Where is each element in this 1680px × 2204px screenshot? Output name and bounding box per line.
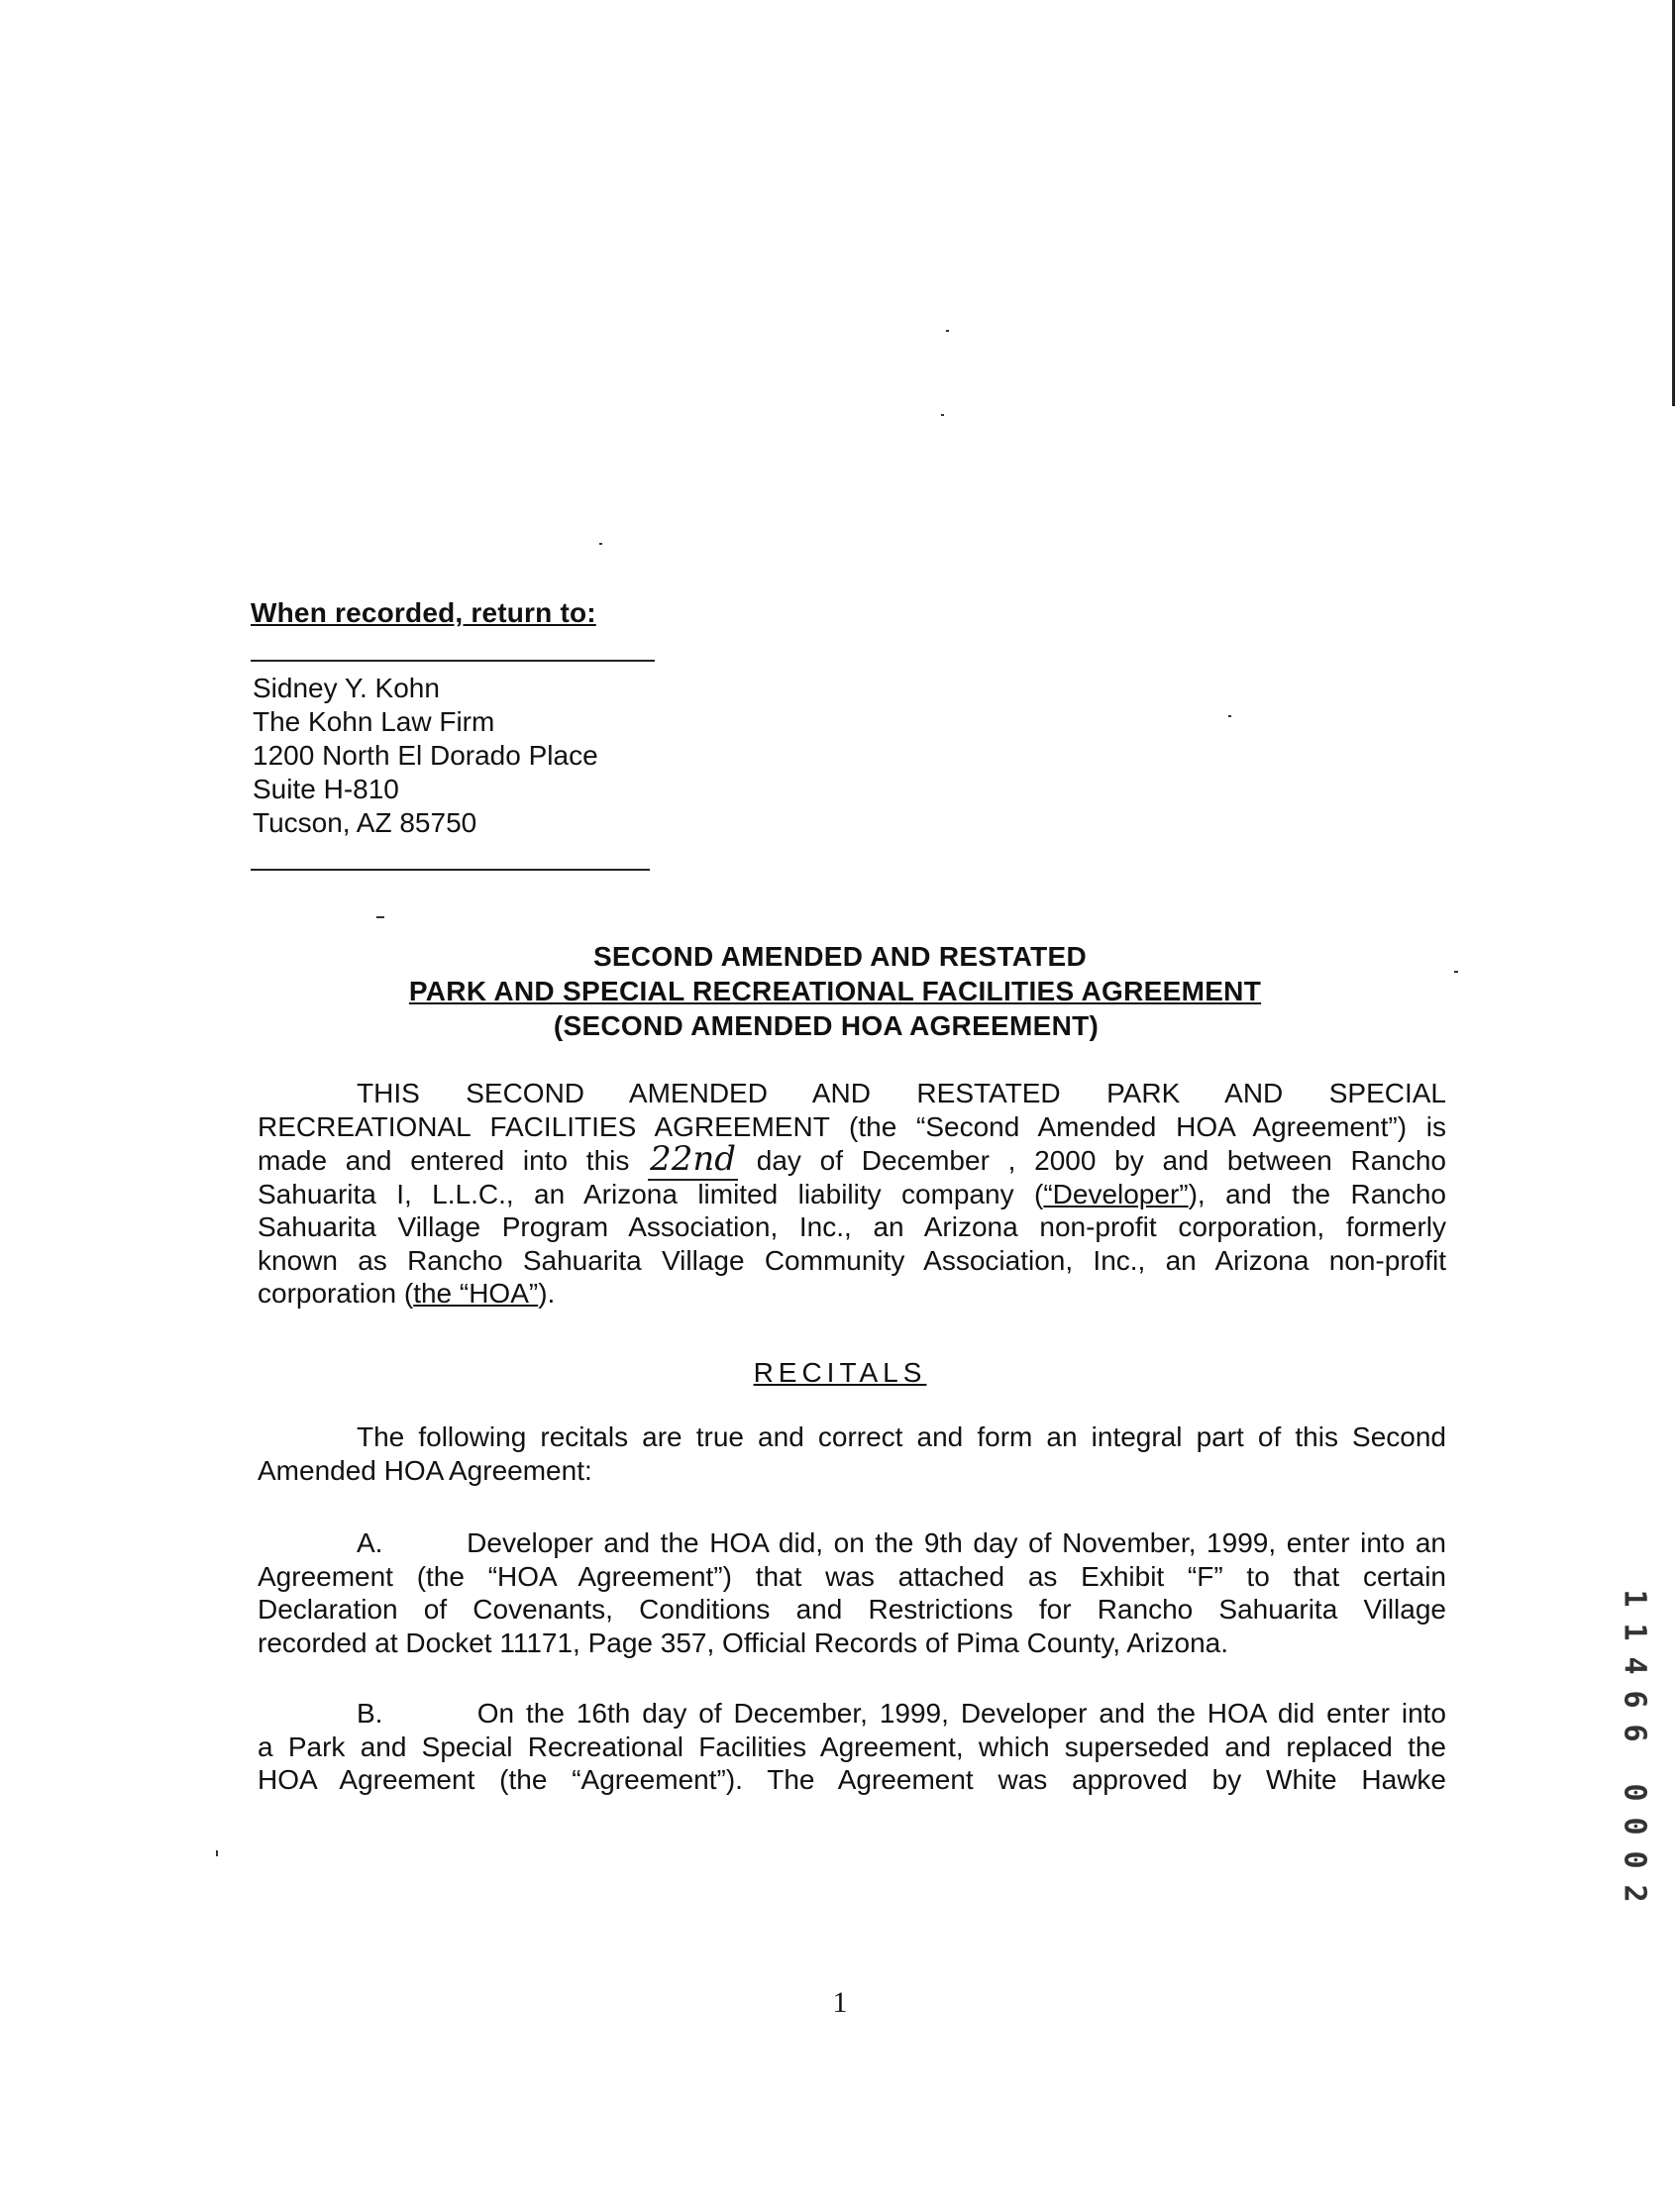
text-line: A. Developer and the HOA did, on the 9th day of November, 1999, enter into an [357,1527,1446,1558]
stamp-char: 0 [1617,1783,1652,1802]
stamp-char: 1 [1617,1623,1652,1641]
developer-term: “Developer” [1043,1178,1189,1209]
text-line: THIS SECOND AMENDED AND RESTATED PARK AND SPECIAL [357,1078,1446,1108]
stamp-char: 2 [1617,1884,1652,1903]
return-address [253,672,598,840]
scan-speck [376,916,384,918]
scan-speck [941,414,944,416]
recitals-intro-paragraph [258,1420,1446,1487]
text-line: HOA Agreement (the “Agreement”). The Agreement was approved by White Hawke [258,1764,1446,1795]
text-line: recorded at Docket 11171, Page 357, Official Records of Pima County, Arizona. [258,1627,1229,1658]
recital-b [258,1697,1446,1797]
handwritten-day: 22nd [650,1139,737,1179]
text-line: corporation (the “HOA”). [258,1278,556,1309]
address-line: The Kohn Law Firm [253,706,495,737]
text-line: Agreement (the “HOA Agreement”) that was attached as Exhibit “F” to that certain [258,1560,1446,1592]
return-to-heading: When recorded, return to: [251,597,596,628]
text-line: a Park and Special Recreational Facilities Agreement, which superseded and replaced the [258,1731,1446,1762]
text-line: The following recitals are true and correct and form an integral part of this Second [357,1421,1446,1452]
scan-speck [1228,715,1231,717]
address-line: Suite H-810 [253,774,399,804]
text-line: known as Rancho Sahuarita Village Community Association, Inc., an Arizona non-profit [258,1244,1446,1276]
text-line: RECREATIONAL FACILITIES AGREEMENT (the “Second Amended HOA Agreement”) is [258,1110,1446,1142]
text-line: Amended HOA Agreement: [258,1454,592,1486]
hoa-term: the “HOA” [413,1278,539,1309]
stamp-char: 0 [1617,1817,1652,1836]
document-title: SECOND AMENDED AND RESTATED [592,941,1088,972]
recording-stamp [1615,1581,1654,1957]
address-bottom-rule [251,869,650,871]
address-top-rule [251,660,655,662]
text-line: B. On the 16th day of December, 1999, Developer and the HOA did enter into [357,1698,1446,1729]
stamp-char: 6 [1617,1690,1652,1709]
address-line: Tucson, AZ 85750 [253,807,477,838]
stamp-char: 6 [1617,1724,1652,1742]
recital-a [258,1526,1446,1659]
scan-speck [599,543,602,545]
text-line: Sahuarita Village Program Association, Inc., an Arizona non-profit corporation, formerly [258,1211,1446,1242]
address-line: 1200 North El Dorado Place [253,740,598,771]
scan-edge [1672,0,1675,406]
recitals-heading: RECITALS [753,1357,927,1388]
intro-paragraph [258,1077,1446,1311]
stamp-char: 0 [1617,1850,1652,1869]
text-line: Declaration of Covenants, Conditions and Restrictions for Rancho Sahuarita Village [258,1594,1446,1625]
page-number: 1 [832,1986,848,2019]
address-line: Sidney Y. Kohn [253,673,440,703]
text-line: Sahuarita I, L.L.C., an Arizona limited liability company (“Developer”), and the Rancho [258,1178,1446,1209]
scan-speck [946,330,949,332]
stamp-char: 4 [1617,1656,1652,1675]
document-title: PARK AND SPECIAL RECREATIONAL FACILITIES AGREEMENT [408,976,1262,1006]
text-line: made and entered into this 22nd day of December , 2000 by and between Rancho [258,1139,1447,1179]
document-subtitle: (SECOND AMENDED HOA AGREEMENT) [553,1010,1100,1041]
stamp-char: 1 [1617,1589,1652,1608]
scan-speck [216,1850,218,1856]
